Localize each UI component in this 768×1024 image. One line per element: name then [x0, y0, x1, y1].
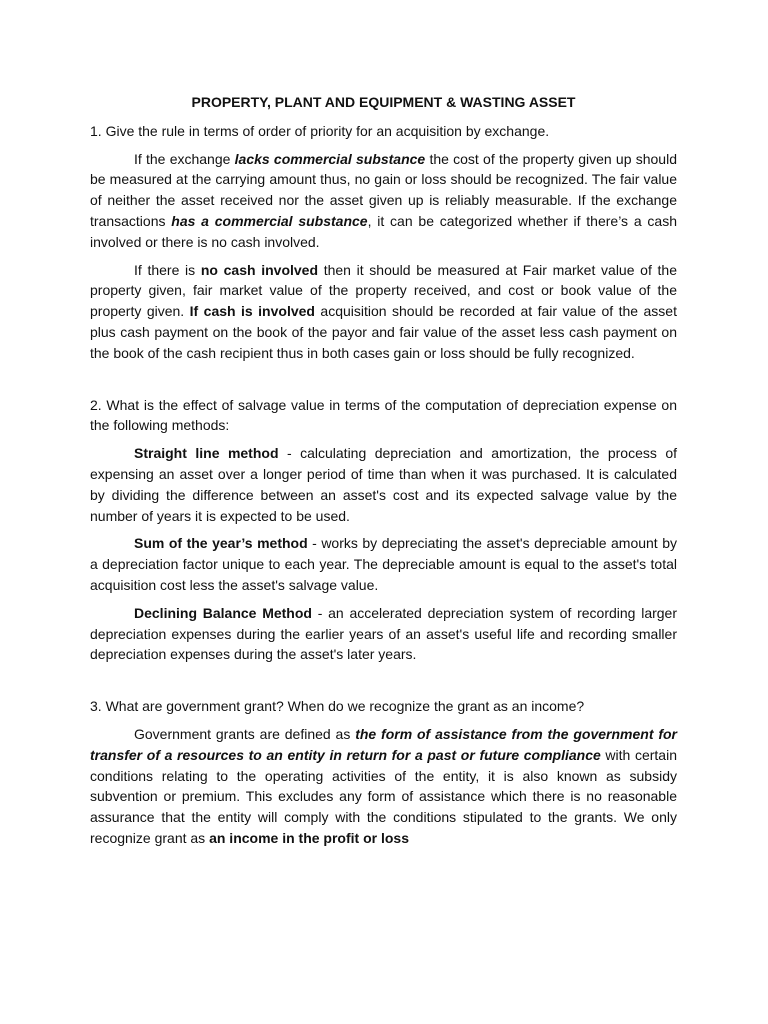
text-segment: acquisition should be recorded at fair value of the asset plus cash payment on the book of the payor and fair value of the asset less cash payment on the book of the cash recipient thus in both cases gain or loss should be fully recognized.	[90, 303, 677, 361]
q1-answer-paragraph-2	[90, 260, 677, 364]
method-straight-line	[90, 443, 677, 526]
text-segment: then it should be measured at Fair market value of the property given, fair market value of the property received, and cost or book value of the property given.	[90, 261, 678, 320]
emphasis-no-cash-involved: no cash involved	[200, 261, 319, 278]
text-segment: If there is	[134, 261, 201, 278]
document-title: PROPERTY, PLANT AND EQUIPMENT & WASTING ASSET	[191, 94, 576, 110]
text-segment: Government grants are defined as	[134, 725, 356, 742]
emphasis-lacks-commercial-substance: lacks commercial substance	[234, 150, 426, 167]
emphasis-if-cash-is-involved: If cash is involved	[189, 303, 315, 320]
method-description: - works by depreciating the asset's depreciable amount by a depreciation factor unique to each year. The depreciable amount is equal to the asset's total acquisition cost less the asset's salvage value.	[90, 535, 677, 593]
method-label: Straight line method	[134, 445, 279, 462]
emphasis-grant-definition: the form of assistance from the government for transfer of a resources to an entity in return for a past or future compliance	[90, 725, 678, 763]
method-label: Sum of the year’s method	[134, 535, 308, 552]
method-label: Declining Balance Method	[134, 604, 312, 621]
q1-answer-paragraph-1	[90, 149, 677, 253]
method-description: - calculating depreciation and amortization, the process of expensing an asset over a longer period of time than when it was purchased. It is calculated by dividing the difference between an asset's cost and its expected salvage value by the number of years it is expected to be used.	[90, 445, 677, 524]
question-2: 2. What is the effect of salvage value in terms of the computation of depreciation expense on the following methods:	[90, 396, 677, 434]
emphasis-has-commercial-substance: has a commercial substance	[171, 212, 368, 229]
text-segment: the cost of the property given up should be measured at the carrying amount thus, no gain or loss should be recognized. The fair value of neither the asset received nor the asset given up is reliably measurable. If the exchange transactions	[90, 150, 677, 229]
text-segment: with certain conditions relating to the operating activities of the entity, it is also known as subsidy subvention or premium. This excludes any form of assistance which there is no reasonable assurance that the entity will comply with the conditions stipulated to the grants. We only recognize grant as	[90, 746, 677, 846]
method-declining-balance	[90, 603, 677, 665]
method-description: - an accelerated depreciation system of recording larger depreciation expenses during the earlier years of an asset's useful life and recording smaller depreciation expenses during the asset's later years.	[90, 604, 677, 663]
text-segment: If the exchange	[134, 150, 235, 167]
method-sum-of-years	[90, 533, 677, 595]
question-1: 1. Give the rule in terms of order of priority for an acquisition by exchange.	[90, 122, 550, 139]
emphasis-income-in-profit-or-loss: an income in the profit or loss	[209, 829, 409, 846]
text-segment: , it can be categorized whether if there’s a cash involved or there is no cash involved.	[90, 212, 677, 250]
question-3: 3. What are government grant? When do we recognize the grant as an income?	[90, 698, 585, 715]
q3-answer-paragraph-1	[90, 724, 677, 849]
document-page	[90, 92, 677, 849]
